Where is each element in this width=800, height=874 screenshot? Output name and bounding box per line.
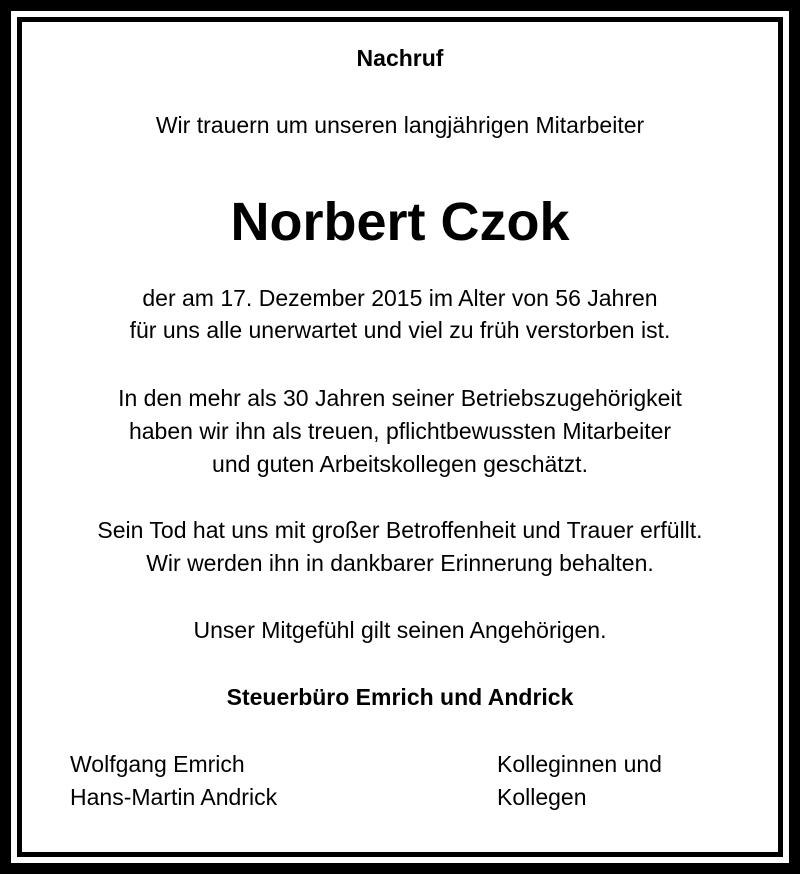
signature-name: Hans-Martin Andrick — [70, 784, 278, 810]
paragraph-line: und guten Arbeitskollegen geschätzt. — [212, 451, 588, 477]
signature-right — [497, 748, 662, 814]
paragraph-line: für uns alle unerwartet und viel zu früh verstorben ist. — [129, 317, 671, 343]
signature-left — [70, 748, 277, 814]
signature-name: Kollegen — [497, 784, 587, 810]
company-name: Steuerbüro Emrich und Andrick — [226, 684, 574, 710]
paragraph-line: Wir werden ihn in dankbarer Erinnerung behalten. — [146, 550, 654, 576]
deceased-name: Norbert Czok — [230, 192, 570, 252]
paragraph-line: Sein Tod hat uns mit großer Betroffenheit und Trauer erfüllt. — [97, 517, 703, 543]
signature-name: Kolleginnen und — [497, 751, 662, 777]
heading: Nachruf — [356, 45, 444, 71]
paragraph-line: Unser Mitgefühl gilt seinen Angehörigen. — [193, 617, 607, 643]
signature-name: Wolfgang Emrich — [70, 751, 245, 777]
paragraph-line: In den mehr als 30 Jahren seiner Betriebszugehörigkeit — [118, 385, 682, 411]
paragraph-line: der am 17. Dezember 2015 im Alter von 56 Jahren — [142, 285, 658, 311]
intro-text: Wir trauern um unseren langjährigen Mitarbeiter — [155, 112, 645, 138]
paragraph-line: haben wir ihn als treuen, pflichtbewussten Mitarbeiter — [128, 418, 672, 444]
